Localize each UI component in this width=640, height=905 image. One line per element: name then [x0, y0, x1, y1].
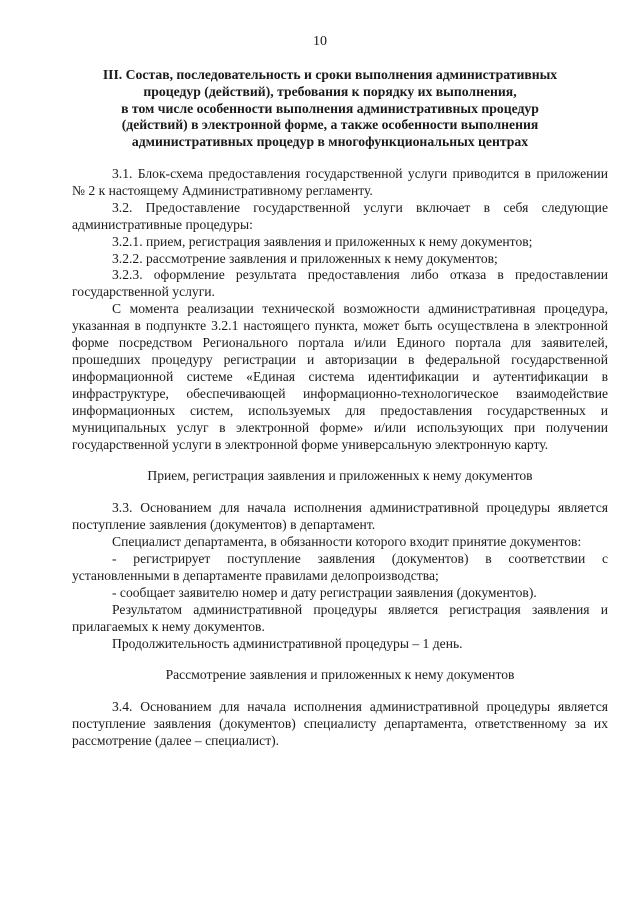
document-body [72, 166, 608, 750]
paragraph-3-2-1: 3.2.1. прием, регистрация заявления и приложенных к нему документов; [112, 233, 533, 249]
section-title-line: в том числе особенности выполнения административных процедур [121, 100, 539, 116]
paragraph-registers: - регистрирует поступление заявления (документов) в соответствии с установленными в департаменте правилами делопроизводства; [72, 551, 608, 583]
section-title-line: процедур (действий), требования к порядку их выполнения, [143, 83, 517, 99]
paragraph-3-2: 3.2. Предоставление государственной услуги включает в себя следующие административные процедуры: [72, 199, 608, 232]
section-title-line: III. Состав, последовательность и сроки выполнения административных [102, 67, 558, 82]
paragraph-informs: - сообщает заявителю номер и дату регистрации заявления (документов). [112, 584, 537, 600]
section-title-line: (действий) в электронной форме, а также особенности выполнения [121, 117, 539, 133]
paragraph-3-4: 3.4. Основанием для начала исполнения административной процедуры является поступление заявления (документов) специалисту департамента, ответственному за их рассмотрение (далее – специалист). [72, 699, 608, 749]
page-number: 10 [313, 34, 327, 49]
section-title-line: административных процедур в многофункциональных центрах [131, 134, 529, 150]
subheading-reception: Прием, регистрация заявления и приложенных к нему документов [147, 468, 533, 484]
paragraph-specialist: Специалист департамента, в обязанности которого входит принятие документов: [112, 534, 582, 550]
paragraph-result: Результатом административной процедуры является регистрация заявления и прилагаемых к нему документов. [72, 601, 608, 634]
paragraph-3-3: 3.3. Основанием для начала исполнения административной процедуры является поступление заявления (документов) в департамент. [72, 500, 608, 533]
paragraph-3-1: 3.1. Блок-схема предоставления государственной услуги приводится в приложении № 2 к настоящему Административному регламенту. [72, 166, 608, 198]
section-title [60, 67, 600, 151]
paragraph-duration: Продолжительность административной процедуры – 1 день. [112, 635, 463, 651]
paragraph-3-2-3: 3.2.3. оформление результата предоставления либо отказа в предоставлении государственной услуги. [72, 267, 608, 300]
paragraph-3-2-2: 3.2.2. рассмотрение заявления и приложенных к нему документов; [112, 250, 498, 266]
subheading-review: Рассмотрение заявления и приложенных к нему документов [165, 667, 515, 683]
paragraph-electronic-form: С момента реализации технической возможности административная процедура, указанная в подпункте 3.2.1 настоящего пункта, может быть осуществлена в электронной форме посредством Регионального портала и/или Единого портала для заявителей, прошедших процедуру регистрации и авторизации в федеральной государственной информационной системе «Единая система идентификации и аутентификации в инфраструктуре, обеспечивающей информационно-технологическое взаимодействие информационных систем, используемых для предоставления государственных и муниципальных услуг в электронной форме» и/или использующих при получении государственной услуги в электронной форме универсальную электронную карту. [72, 301, 608, 452]
